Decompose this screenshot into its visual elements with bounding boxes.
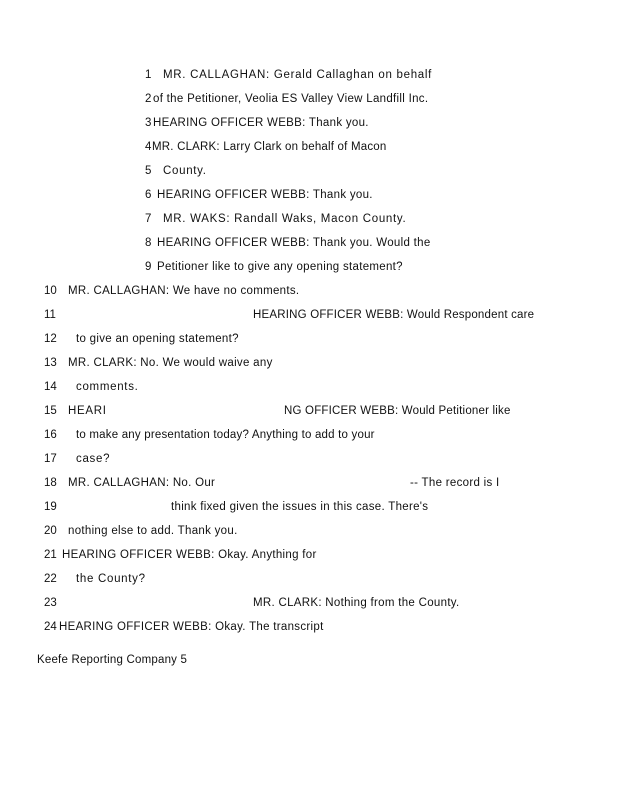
- line-text: think fixed given the issues in this case. There's: [171, 501, 429, 513]
- footer-company: Keefe Reporting Company: [37, 654, 178, 666]
- line-text: case?: [76, 453, 111, 465]
- line-text-continued: -- The record is I: [410, 477, 500, 489]
- line-text: County.: [163, 165, 207, 177]
- line-text: comments.: [76, 381, 139, 393]
- line-text: HEARING OFFICER WEBB: Thank you.: [157, 189, 373, 201]
- line-number: 14: [44, 381, 57, 393]
- line-text: MR. CALLAGHAN: We have no comments.: [68, 285, 300, 297]
- line-number: 7: [145, 213, 152, 225]
- line-text: HEARING OFFICER WEBB: Thank you.: [153, 117, 369, 129]
- line-text: MR. WAKS: Randall Waks, Macon County.: [163, 213, 407, 225]
- line-text: MR. CALLAGHAN: No. Our: [68, 477, 216, 489]
- page-footer: [37, 654, 187, 666]
- line-text: MR. CLARK: Nothing from the County.: [253, 597, 460, 609]
- line-number: 8: [145, 237, 152, 249]
- line-text: of the Petitioner, Veolia ES Valley View Landfill Inc.: [153, 93, 429, 105]
- line-number: 2: [145, 93, 152, 105]
- line-number: 10: [44, 285, 57, 297]
- line-number: 13: [44, 357, 57, 369]
- line-text: MR. CLARK: No. We would waive any: [68, 357, 273, 369]
- line-text-continued: NG OFFICER WEBB: Would Petitioner like: [284, 405, 511, 417]
- line-text: MR. CLARK: Larry Clark on behalf of Macon: [152, 141, 387, 153]
- line-number: 11: [44, 309, 56, 321]
- line-number: 19: [44, 501, 57, 513]
- line-text: HEARI: [68, 405, 107, 417]
- line-text: nothing else to add. Thank you.: [68, 525, 238, 537]
- line-number: 12: [44, 333, 57, 345]
- line-text: HEARING OFFICER WEBB: Would Respondent care: [253, 309, 535, 321]
- line-number: 17: [44, 453, 57, 465]
- line-text: Petitioner like to give any opening statement?: [157, 261, 403, 273]
- line-number: 23: [44, 597, 57, 609]
- line-number: 21: [44, 549, 57, 561]
- line-number: 9: [145, 261, 152, 273]
- line-text: HEARING OFFICER WEBB: Thank you. Would the: [157, 237, 431, 249]
- line-number: 18: [44, 477, 57, 489]
- line-number: 4: [145, 141, 152, 153]
- line-number: 15: [44, 405, 57, 417]
- line-number: 3: [145, 117, 152, 129]
- line-text: HEARING OFFICER WEBB: Okay. The transcript: [59, 621, 324, 633]
- footer-page-number: 5: [180, 654, 188, 666]
- line-number: 22: [44, 573, 57, 585]
- line-text: HEARING OFFICER WEBB: Okay. Anything for: [62, 549, 317, 561]
- line-number: 24: [44, 621, 57, 633]
- line-text: to give an opening statement?: [76, 333, 239, 345]
- line-number: 20: [44, 525, 57, 537]
- line-number: 5: [145, 165, 152, 177]
- line-number: 6: [145, 189, 152, 201]
- line-number: 1: [145, 69, 152, 81]
- line-text: to make any presentation today? Anything to add to your: [76, 429, 375, 441]
- line-number: 16: [44, 429, 57, 441]
- line-text: MR. CALLAGHAN: Gerald Callaghan on behalf: [163, 69, 433, 81]
- line-text: the County?: [76, 573, 146, 585]
